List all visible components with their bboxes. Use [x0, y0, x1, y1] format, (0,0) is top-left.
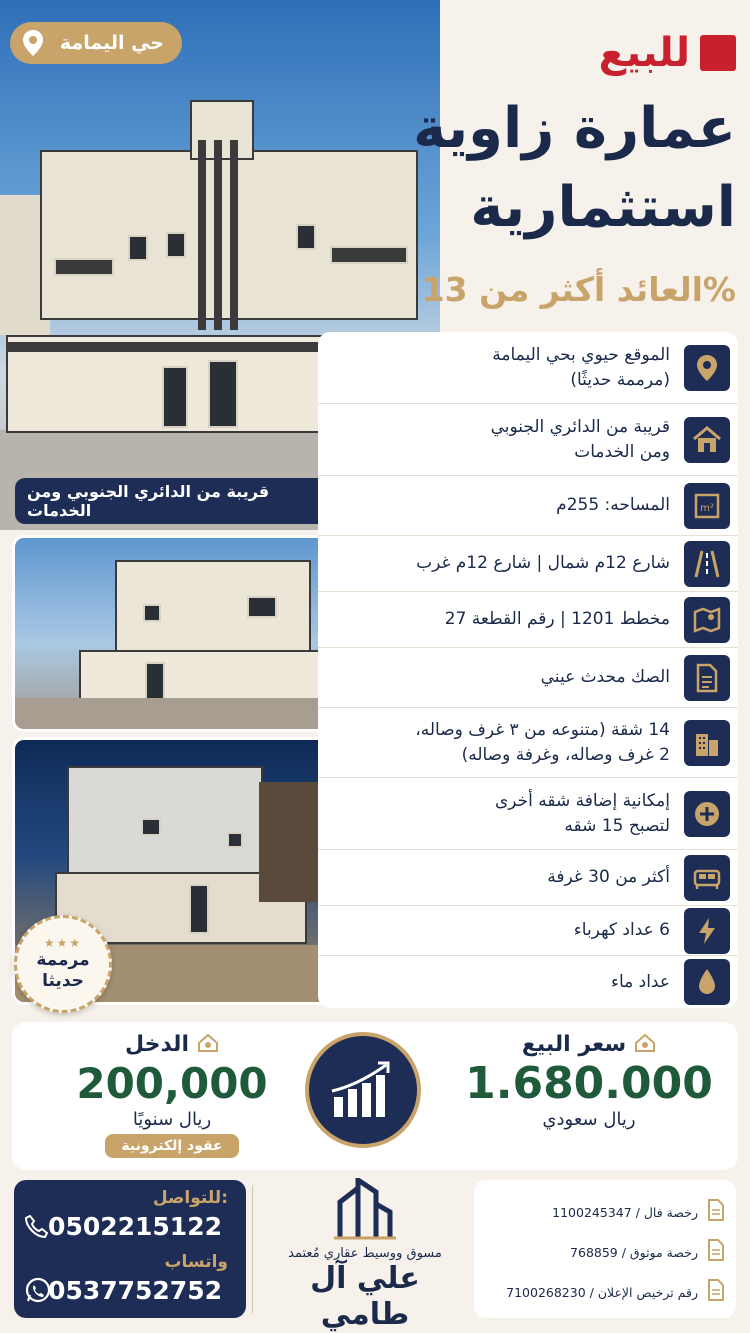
seal-line2: حديثا [42, 971, 84, 991]
ground [15, 698, 364, 732]
door [162, 366, 188, 428]
income-block [52, 1032, 292, 1158]
feature-item [318, 536, 738, 592]
broker-block [262, 1178, 468, 1332]
sale-price-label: سعر البيع [521, 1032, 627, 1057]
income-value: 200,000 [76, 1059, 268, 1108]
renovated-seal [14, 915, 112, 1013]
window [296, 224, 316, 250]
svg-text:m²: m² [700, 502, 714, 514]
window [128, 235, 148, 261]
sale-price-block [464, 1032, 714, 1130]
lightning-icon [684, 908, 730, 954]
for-sale-badge [599, 30, 736, 76]
near-services-label: قريبة من الدائري الجنوبي ومن الخدمات [27, 482, 270, 520]
license-item [480, 1198, 726, 1226]
document-icon [706, 1238, 726, 1266]
building-icon [684, 720, 730, 766]
window [143, 604, 161, 622]
building-upper [67, 766, 263, 884]
whatsapp-number[interactable]: 0537752752 [48, 1276, 222, 1305]
facade-stripe [230, 140, 238, 330]
seal-line1: مرممة [36, 950, 90, 970]
income-label: الدخل [124, 1032, 189, 1057]
feature-item [318, 850, 738, 906]
map-plan-icon [684, 597, 730, 643]
window [247, 596, 277, 618]
area-m2-icon [684, 483, 730, 529]
feature-text: ومن الخدمات [574, 441, 670, 462]
feature-item [318, 778, 738, 850]
location-pin-icon [684, 345, 730, 391]
broker-logo-icon [262, 1178, 468, 1244]
feature-text: 6 عداد كهرباء [573, 920, 670, 940]
window [141, 818, 161, 836]
feature-text: المساحه: 255م [556, 495, 670, 515]
door [189, 884, 209, 934]
licenses-box [474, 1180, 736, 1318]
feature-item [318, 404, 738, 476]
broker-name: علي آل طامي [310, 1261, 420, 1332]
house-icon [684, 417, 730, 463]
stars-icon: ★★★ [43, 936, 83, 950]
balcony [330, 246, 408, 264]
license-text: رخصة فال / 1100245347 [552, 1204, 698, 1220]
document-icon [684, 655, 730, 701]
balcony [54, 258, 114, 276]
red-square-icon [700, 35, 736, 71]
contact-heading: للتواصل: [152, 1188, 228, 1208]
door [208, 360, 238, 428]
feature-text: أكثر من 30 غرفة [547, 867, 670, 887]
license-item [480, 1278, 726, 1306]
whatsapp-label: واتساب [164, 1252, 228, 1272]
feature-text: مخطط 1201 | رقم القطعة 27 [444, 609, 670, 629]
facade-stripe [198, 140, 206, 330]
location-pin-icon [20, 29, 46, 61]
plus-icon [684, 791, 730, 837]
house-coin-icon [197, 1033, 219, 1057]
license-text: رقم ترخيص الإعلان / 7100268230 [506, 1284, 698, 1300]
window [166, 232, 186, 258]
license-item [480, 1238, 726, 1266]
feature-text: شارع 12م شمال | شارع 12م غرب [416, 553, 670, 573]
contracts-tag: عقود إلكترونية [105, 1134, 238, 1158]
broker-role: مسوق ووسيط عقاري مُعتمد [288, 1246, 442, 1261]
road-icon [684, 541, 730, 587]
location-label: حي اليمامة [59, 32, 164, 54]
facade-stripe [214, 140, 222, 330]
sale-price-unit: ريال سعودي [542, 1109, 636, 1130]
document-icon [706, 1278, 726, 1306]
features-list [318, 332, 738, 1008]
water-drop-icon [684, 959, 730, 1005]
feature-item [318, 708, 738, 778]
near-services-banner [15, 478, 363, 524]
building-upper [40, 150, 418, 320]
divider [252, 1185, 253, 1313]
feature-text: الموقع حيوي بحي اليمامة [492, 344, 670, 365]
income-unit: ريال سنويًا [132, 1109, 212, 1130]
building-photo-day [12, 535, 364, 732]
feature-item [318, 592, 738, 648]
feature-item [318, 956, 738, 1008]
bed-icon [684, 855, 730, 901]
title-line2: استثمارية [470, 175, 736, 240]
location-pill [10, 22, 182, 64]
contact-box [14, 1180, 246, 1318]
sale-price-value: 1.680.000 [465, 1058, 713, 1109]
document-icon [706, 1198, 726, 1226]
feature-item [318, 906, 738, 956]
feature-text: الصك محدث عيني [540, 667, 670, 687]
house-coin-icon [634, 1033, 656, 1057]
feature-text: (مرممة حديثًا) [570, 369, 670, 390]
phone-icon [24, 1213, 50, 1243]
feature-text: 2 غرف وصاله، وغرفة وصاله) [461, 744, 670, 765]
window [227, 832, 243, 848]
license-text: رخصة موثوق / 768859 [570, 1244, 698, 1260]
feature-text: 14 شقة (متنوعه من ٣ غرف وصاله، [415, 719, 670, 740]
feature-item [318, 332, 738, 404]
for-sale-label: للبيع [598, 30, 690, 76]
growth-chart-icon [305, 1032, 421, 1148]
feature-item [318, 476, 738, 536]
feature-text: قريبة من الدائري الجنوبي [490, 416, 670, 437]
feature-text: لتصبح 15 شقه [564, 815, 670, 836]
phone-number[interactable]: 0502215122 [48, 1212, 222, 1241]
feature-item [318, 648, 738, 708]
feature-text: عداد ماء [610, 971, 670, 992]
return-rate: العائد أكثر من 13% [421, 270, 736, 309]
feature-text: إمكانية إضافة شقه أخرى [494, 790, 670, 811]
title-line1: عمارة زاوية [413, 96, 736, 161]
